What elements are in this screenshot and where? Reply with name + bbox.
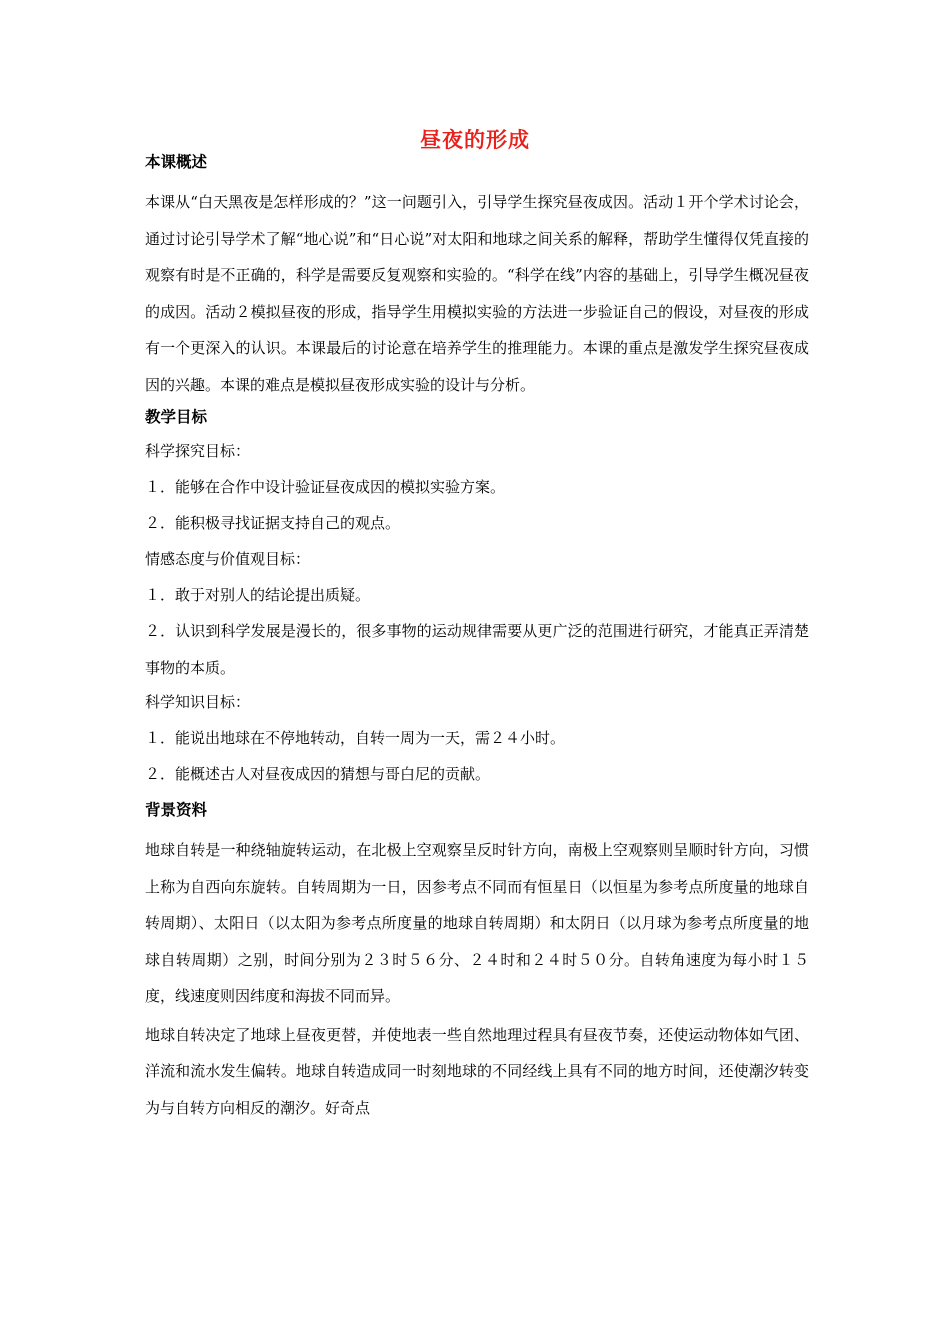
objective-item: ２．能概述古人对昼夜成因的猜想与哥白尼的贡献。 [145, 765, 491, 783]
objective-subheading-inquiry: 科学探究目标： [145, 442, 251, 460]
objective-item: １．敢于对别人的结论提出质疑。 [145, 586, 371, 604]
overview-paragraph: 本课从“白天黑夜是怎样形成的？”这一问题引入，引导学生探究昼夜成因。活动１开个学术讨论会，通过讨论引导学术了解“地心说”和“日心说”对太阳和地球之间关系的解释，帮助学生懂得仅凭直接的观察有时是不正确的，科学是需要反复观察和实验的。“科学在线”内容的基础上，引导学生概况昼夜的成因。活动２模拟昼夜的形成，指导学生用模拟实验的方法进一步验证自己的假设，对昼夜的形成有一个更深入的认识。本课最后的讨论意在培养学生的推理能力。本课的重点是激发学生探究昼夜成因的兴趣。本课的难点是模拟昼夜形成实验的设计与分析。 [145, 193, 809, 394]
background-paragraph: 地球自转决定了地球上昼夜更替，并使地表一些自然地理过程具有昼夜节奏，还使运动物体如气团、洋流和流水发生偏转。地球自转造成同一时刻地球的不同经线上具有不同的地方时间，还使潮汐转变为与自转方向相反的潮汐。好奇点 [145, 1025, 809, 1117]
objective-subheading-attitude: 情感态度与价值观目标： [145, 550, 311, 568]
objective-subheading-knowledge: 科学知识目标： [145, 693, 251, 711]
objective-item: ２．能积极寻找证据支持自己的观点。 [145, 514, 401, 532]
section-heading-background: 背景资料 [145, 801, 208, 819]
section-heading-objectives: 教学目标 [145, 408, 208, 426]
document-title: 昼夜的形成 [420, 127, 530, 152]
objective-item: １．能够在合作中设计验证昼夜成因的模拟实验方案。 [145, 478, 506, 496]
section-heading-overview: 本课概述 [145, 153, 208, 171]
background-paragraph: 地球自转是一种绕轴旋转运动，在北极上空观察呈反时针方向，南极上空观察则呈顺时针方向，习惯上称为自西向东旋转。自转周期为一日，因参考点不同而有恒星日（以恒星为参考点所度量的地球自转周期）、太阳日（以太阳为参考点所度量的地球自转周期）和太阴日（以月球为参考点所度量的地球自转周期）之别，时间分别为２３时５６分、２４时和２４时５０分。自转角速度为每小时１５度，线速度则因纬度和海拔不同而异。 [145, 841, 809, 1005]
objective-item: １．能说出地球在不停地转动，自转一周为一天，需２４小时。 [145, 729, 566, 747]
document-body [145, 150, 809, 1128]
objective-item: ２．认识到科学发展是漫长的，很多事物的运动规律需要从更广泛的范围进行研究，才能真正弄清楚事物的本质。 [145, 622, 809, 677]
